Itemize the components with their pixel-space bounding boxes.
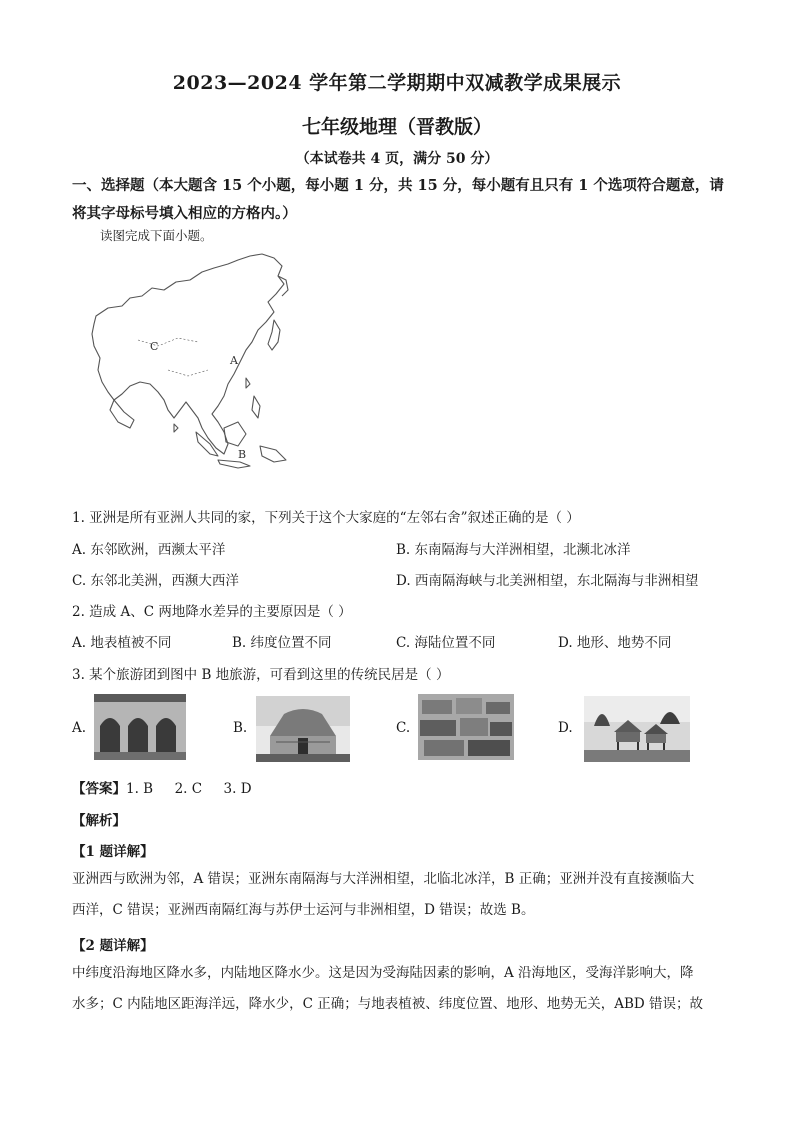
analysis-label: 【解析】: [72, 813, 126, 829]
yurt-photo: [256, 696, 350, 762]
question-1-option-a[interactable]: A. 东邻欧洲，西濒太平洋: [72, 542, 226, 558]
answer-line: [72, 777, 252, 797]
inner-border-a: [138, 338, 198, 346]
question-2-option-d[interactable]: D. 地形、地势不同: [558, 635, 672, 651]
question-1-option-d[interactable]: D. 西南隔海峡与北美洲相望，东北隔海与非洲相望: [396, 573, 699, 589]
asia-map: [78, 250, 294, 478]
exam-subtitle: 七年级地理（晋教版）: [301, 116, 492, 138]
stilt-houses-photo: [584, 696, 690, 762]
exam-title: 2023—2024 学年第二学期期中双减教学成果展示: [172, 72, 622, 94]
question-3-option-d[interactable]: D.: [558, 720, 573, 736]
question-2-option-c[interactable]: C. 海陆位置不同: [396, 635, 496, 651]
srilanka-outline: [174, 424, 178, 432]
inner-border-b: [168, 370, 208, 376]
philippines-outline: [252, 396, 260, 418]
question-3-option-b[interactable]: B.: [233, 720, 248, 736]
q2-detail-line-2: 水多；C 内陆地区距海洋远，降水少，C 正确；与地表植被、纬度位置、地形、地势无关，ABD 错误；故: [72, 996, 704, 1012]
question-3-stem: 3. 某个旅游团到图中 B 地旅游，可看到这里的传统民居是（ ）: [72, 667, 450, 683]
question-3-option-a[interactable]: A.: [72, 720, 87, 736]
section-heading: 一、选择题（本大题含 15 个小题，每小题 1 分，共 15 分，每小题有且只有 1 个选项符合题意，请将其字母标号填入相应的方格内。）: [72, 177, 724, 222]
q2-detail-label: 【2 题详解】: [72, 938, 154, 954]
borneo-outline: [224, 422, 246, 446]
question-2-option-a[interactable]: A. 地表植被不同: [72, 635, 172, 651]
q1-detail-text: [72, 864, 724, 926]
read-map-instruction: 读图完成下面小题。: [100, 228, 213, 243]
question-1-option-b[interactable]: B. 东南隔海与大洋洲相望，北濒北冰洋: [396, 542, 631, 558]
q1-detail-line-2: 西洋，C 错误；亚洲西南隔红海与苏伊士运河与非洲相望，D 错误；故选 B。: [72, 902, 535, 918]
map-label-a: A: [230, 354, 238, 367]
question-1-option-c[interactable]: C. 东邻北美洲，西濒大西洋: [72, 573, 239, 589]
q2-detail-text: [72, 958, 724, 1020]
q1-detail-line-1: 亚洲西与欧洲为邻，A 错误；亚洲东南隔海与大洋洲相望，北临北冰洋，B 正确；亚洲并没有直接濒临大: [72, 871, 695, 887]
question-2-stem: 2. 造成 A、C 两地降水差异的主要原因是（ ）: [72, 604, 352, 620]
arched-house-photo: [94, 694, 186, 760]
taiwan-outline: [246, 378, 250, 388]
japan-outline: [268, 320, 280, 350]
exam-note: （本试卷共 4 页，满分 50 分）: [295, 151, 499, 167]
answer-1: 1. B: [126, 781, 154, 797]
java-outline: [218, 460, 250, 468]
question-3-option-c[interactable]: C.: [396, 720, 411, 736]
arabia-outline: [110, 400, 134, 428]
answer-3: 3. D: [223, 781, 252, 797]
question-2-option-b[interactable]: B. 纬度位置不同: [232, 635, 332, 651]
flat-roof-houses-photo: [418, 694, 514, 760]
newguinea-outline: [260, 446, 286, 462]
map-label-c: C: [150, 340, 159, 353]
q2-detail-line-1: 中纬度沿海地区降水多，内陆地区降水少。这是因为受海陆因素的影响，A 沿海地区，受海洋影响大，降: [72, 965, 694, 981]
map-label-b: B: [238, 448, 247, 461]
question-1-stem: 1. 亚洲是所有亚洲人共同的家，下列关于这个大家庭的“左邻右舍”叙述正确的是（ ）: [72, 510, 580, 526]
q1-detail-label: 【1 题详解】: [72, 844, 154, 860]
answer-2: 2. C: [174, 781, 203, 797]
answer-label: 【答案】: [72, 781, 126, 797]
